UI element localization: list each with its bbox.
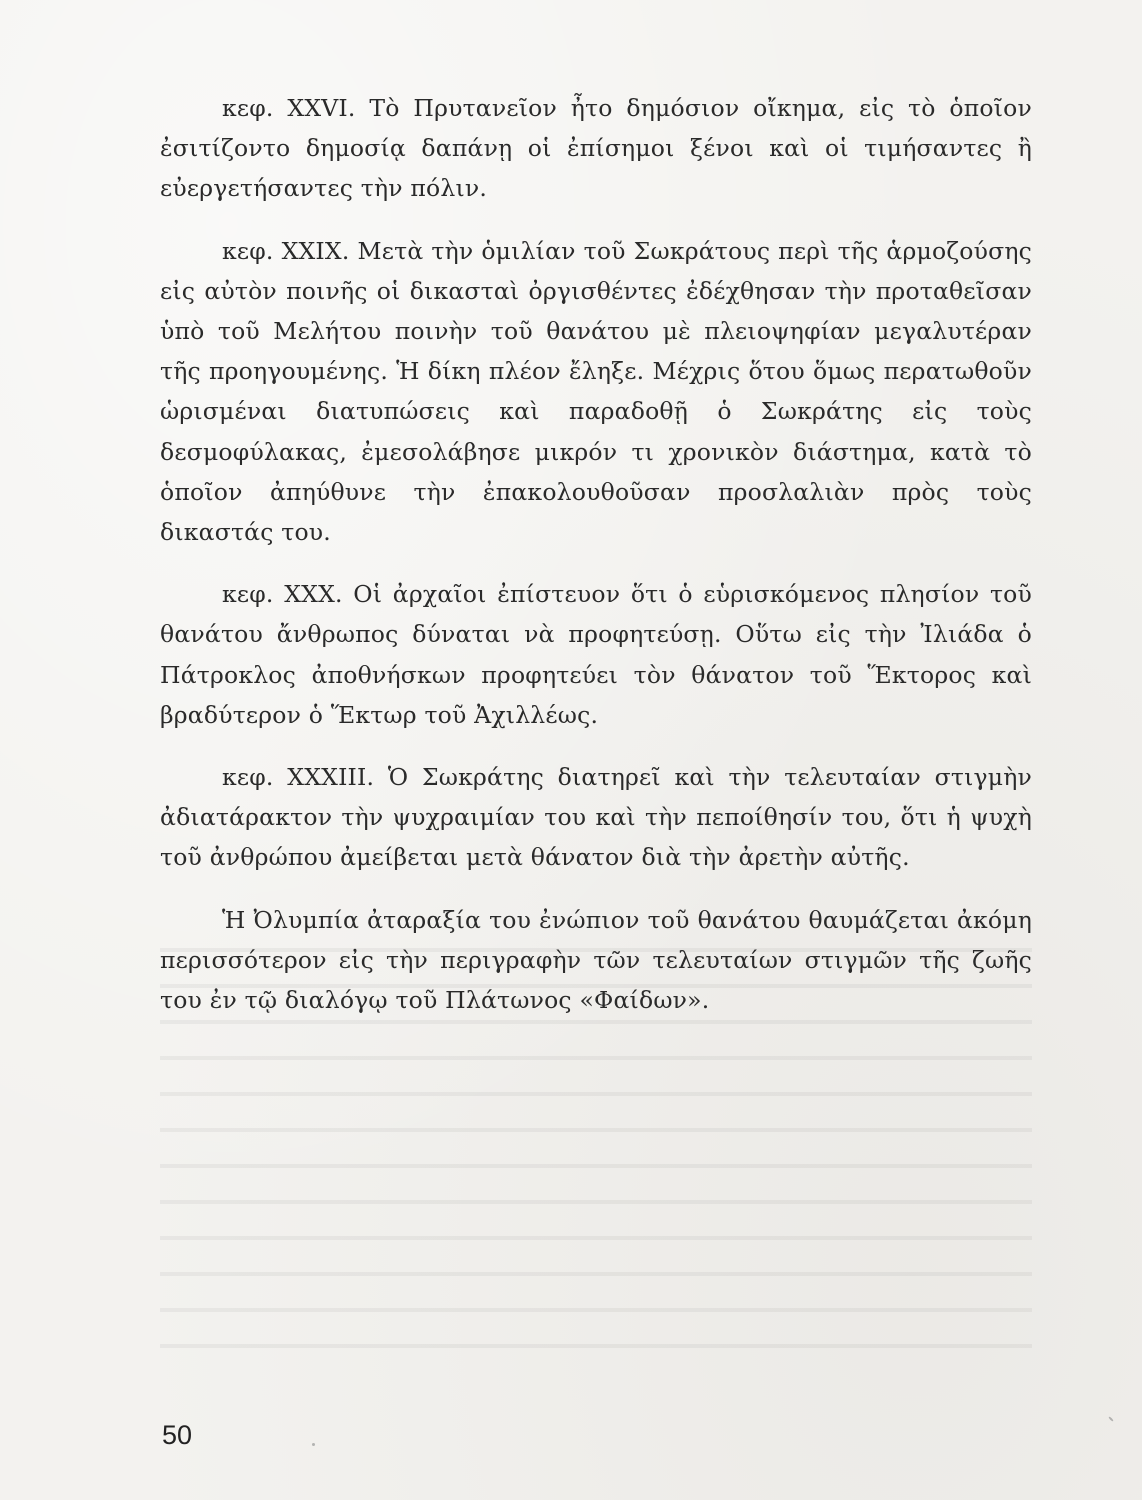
note-paragraph-olympia: Ἡ Ὀλυμπία ἀταραξία του ἐνώπιον τοῦ θανάτου θαυμάζεται ἀκόμη περισσότερον εἰς τὴν περιγραφὴν τῶν τελευταίων στιγμῶν τῆς ζωῆς του ἐν τῷ διαλόγῳ τοῦ Πλάτωνος «Φαίδων». (160, 905, 1032, 1015)
note-paragraph-xxx: κεφ. XXX. Οἱ ἀρχαῖοι ἐπίστευον ὅτι ὁ εὑρισκόμενος πλησίον τοῦ θανάτου ἄνθρωπος δύναται νὰ προφητεύσῃ. Οὕτω εἰς τὴν Ἰλιάδα ὁ Πάτροκλος ἀποθνήσκων προφητεύει τὸν θάνατον τοῦ Ἕκτορος καὶ βραδύτερον ὁ Ἕκτωρ τοῦ Ἀχιλλέως. (160, 580, 1032, 729)
note-paragraph-xxvi: κεφ. XXVI. Τὸ Πρυτανεῖον ἦτο δημόσιον οἴκημα, εἰς τὸ ὁποῖον ἐσιτίζοντο δημοσίᾳ δαπάνῃ οἱ ἐπίσημοι ξένοι καὶ οἱ τιμήσαντες ἢ εὐεργετήσαντες τὴν πόλιν. (160, 94, 1032, 203)
dust-speck (312, 1443, 315, 1446)
note-paragraph-xxix: κεφ. XXIX. Μετὰ τὴν ὁμιλίαν τοῦ Σωκράτους περὶ τῆς ἁρμοζούσης εἰς αὐτὸν ποινῆς οἱ δικασταὶ ὀργισθέντες ἐδέχθησαν τὴν προταθεῖσαν ὑπὸ τοῦ Μελήτου ποινὴν τοῦ θανάτου μὲ πλειοψηφίαν μεγαλυτέραν τῆς προηγουμένης. Ἡ δίκη πλέον ἔληξε. Μέχρις ὅτου ὅμως περατωθοῦν ὡρισμέναι διατυπώσεις καὶ παραδοθῇ ὁ Σωκράτης εἰς τοὺς δεσμοφύλακας, ἐμεσολάβησε μικρόν τι χρονικὸν διάστημα, κατὰ τὸ ὁποῖον ἀπηύθυνε τὴν ἐπακολουθοῦσαν προσλαλιὰν πρὸς τοὺς δικαστάς του. (160, 236, 1032, 547)
page-number: 50 (162, 1420, 193, 1450)
note-paragraph-xxxiii: κεφ. XXXIII. Ὁ Σωκράτης διατηρεῖ καὶ τὴν τελευταίαν στιγμὴν ἀδιατάρακτον τὴν ψυχραιμίαν του καὶ τὴν πεποίθησίν του, ὅτι ἡ ψυχὴ τοῦ ἀνθρώπου ἀμείβεται μετὰ θάνατον διὰ τὴν ἀρετὴν αὐτῆς. (160, 763, 1032, 872)
main-text (160, 88, 1032, 1020)
dust-speck (1108, 1416, 1114, 1422)
